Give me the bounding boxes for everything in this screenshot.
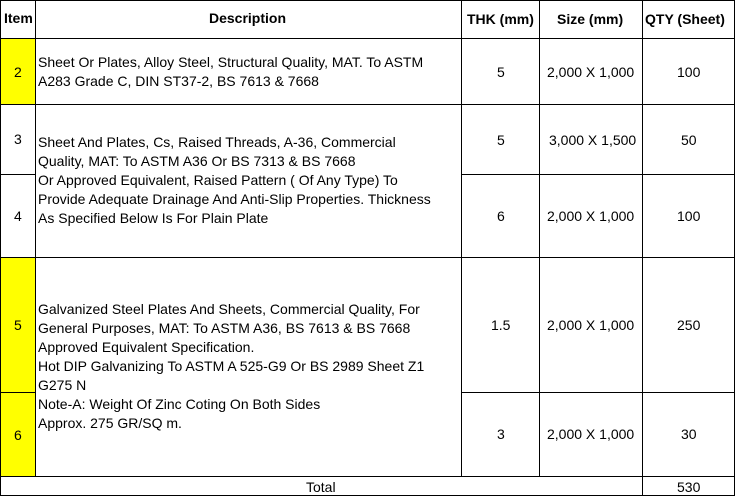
grid-line [539,0,540,477]
description-line: A283 Grade C, DIN ST37-2, BS 7613 & 7668 [38,73,319,89]
item-number: 3 [14,131,22,147]
description-line: Sheet And Plates, Cs, Raised Threads, A-36, Commercial [38,134,396,150]
header-qty: QTY (Sheet) [645,11,725,27]
description-line: General Purposes, MAT: To ASTM A36, BS 7613 & BS 7668 [38,320,411,336]
grid-line [0,104,735,105]
header-thk: THK (mm) [467,11,534,27]
grid-line [461,392,735,393]
description-line: Note-A: Weight Of Zinc Coting On Both Sides [38,396,321,412]
item-number: 4 [14,208,22,224]
description-line: Approved Equivalent Specification. [38,339,255,355]
thk-value: 6 [497,208,505,224]
description-line: Provide Adequate Drainage And Anti-Slip Properties. Thickness [38,191,431,207]
grid-line [0,174,36,175]
size-value: 2,000 X 1,000 [547,208,635,224]
grid-line [0,0,735,1]
qty-value: 30 [681,426,697,442]
description-line: Sheet Or Plates, Alloy Steel, Structural Quality, MAT. To ASTM [38,54,424,70]
thk-value: 5 [497,132,505,148]
description-line: Quality, MAT: To ASTM A36 Or BS 7313 & BS 7668 [38,153,356,169]
header-item: Item [4,10,33,26]
thk-value: 3 [497,426,505,442]
description-line: Hot DIP Galvanizing To ASTM A 525-G9 Or BS 2989 Sheet Z1 [38,358,425,374]
description-line: Approx. 275 GR/SQ m. [38,415,182,431]
header-description: Description [209,10,287,26]
grid-line [0,257,735,258]
grid-line [0,38,735,39]
description-line: As Specified Below Is For Plain Plate [38,210,269,226]
total-qty: 530 [677,479,701,495]
thk-value: 5 [497,64,505,80]
grid-line [0,392,36,393]
header-size: Size (mm) [557,11,624,27]
qty-value: 50 [681,132,697,148]
size-value: 2,000 X 1,000 [547,317,635,333]
description-line: G275 N [38,377,87,393]
qty-value: 100 [677,64,701,80]
qty-value: 100 [677,208,701,224]
size-value: 2,000 X 1,000 [547,64,635,80]
grid-line [35,0,36,477]
grid-line [461,0,462,477]
description-line: Galvanized Steel Plates And Sheets, Commercial Quality, For [38,301,420,317]
size-value: 2,000 X 1,000 [547,426,635,442]
grid-line [461,174,735,175]
description-line: Or Approved Equivalent, Raised Pattern ( Of Any Type) To [38,172,398,188]
grid-line [0,0,1,496]
item-number: 2 [14,64,22,80]
size-value: 3,000 X 1,500 [549,132,637,148]
grid-line [642,0,643,496]
qty-value: 250 [677,317,701,333]
item-number: 6 [14,427,22,443]
total-label: Total [306,479,336,495]
grid-line [0,476,735,477]
thk-value: 1.5 [491,317,511,333]
item-number: 5 [14,317,22,333]
